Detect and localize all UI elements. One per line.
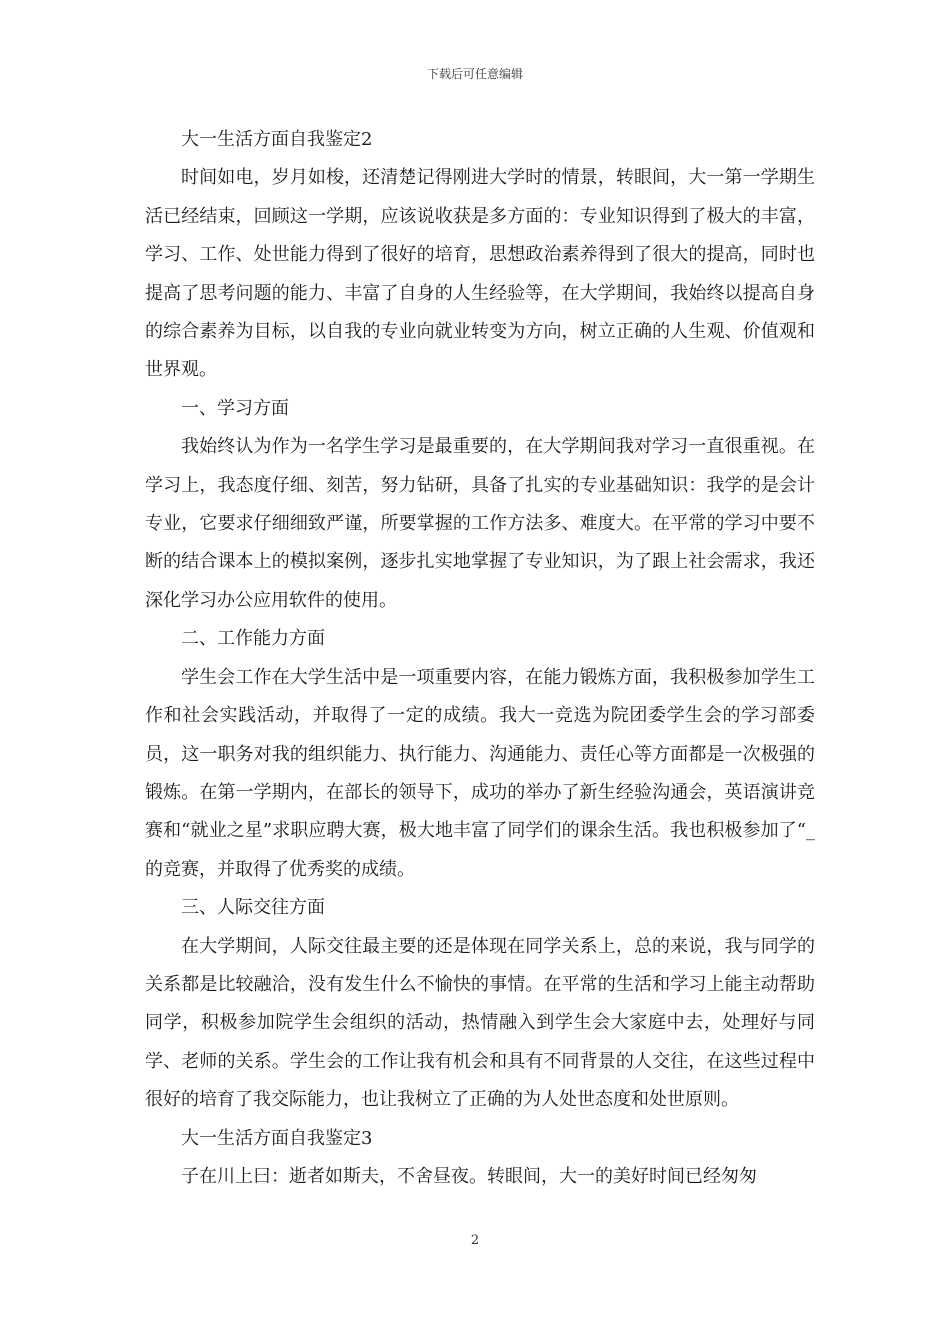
section-heading-social: 三、人际交往方面 <box>181 897 325 919</box>
section-heading-work: 二、工作能力方面 <box>181 628 325 650</box>
paragraph-work: 学生会工作在大学生活中是一项重要内容，在能力锻炼方面，我积极参加学生工作和社会实践活动，并取得了一定的成绩。我大一竞选为院团委学生会的学习部委员，这一职务对我的组织能力、执行能力、沟通能力、责任心等方面都是一次极强的锻炼。在第一学期内，在部长的领导下，成功的举办了新生经验沟通会，英语演讲竞赛和“就业之星”求职应聘大赛，极大地丰富了同学们的课余生活。我也积极参加了“_的竞赛，并取得了优秀奖的成绩。 <box>145 666 815 880</box>
paragraph-intro: 时间如电，岁月如梭，还清楚记得刚进大学时的情景，转眼间，大一第一学期生活已经结束，回顾这一学期，应该说收获是多方面的：专业知识得到了极大的丰富，学习、工作、处世能力得到了很好的培育，思想政治素养得到了很大的提高，同时也提高了思考问题的能力、丰富了自身的人生经验等，在大学期间，我始终以提高自身的综合素养为目标，以自我的专业向就业转变为方向，树立正确的人生观、价值观和世界观。 <box>145 167 815 381</box>
paragraph-study: 我始终认为作为一名学生学习是最重要的，在大学期间我对学习一直很重视。在学习上，我态度仔细、刻苦，努力钻研，具备了扎实的专业基础知识：我学的是会计专业，它要求仔细细致严谨，所要掌握的工作方法多、难度大。在平常的学习中要不断的结合课本上的模拟案例，逐步扎实地掌握了专业知识，为了跟上社会需求，我还深化学习办公应用软件的使用。 <box>145 436 815 611</box>
paragraph-social: 在大学期间，人际交往最主要的还是体现在同学关系上，总的来说，我与同学的关系都是比较融洽，没有发生什么不愉快的事情。在平常的生活和学习上能主动帮助同学，积极参加院学生会组织的活动，热情融入到学生会大家庭中去，处理好与同学、老师的关系。学生会的工作让我有机会和具有不同背景的人交往，在这些过程中很好的培育了我交际能力，也让我树立了正确的为人处世态度和处世原则。 <box>145 935 815 1111</box>
page-number: 2 <box>470 1233 480 1248</box>
section-heading-study: 一、学习方面 <box>181 397 289 419</box>
section-title-2: 大一生活方面自我鉴定2 <box>181 129 373 150</box>
page-header: 下载后可任意编辑 <box>426 67 523 81</box>
section-title-3: 大一生活方面自我鉴定3 <box>181 1127 373 1149</box>
paragraph-section-3-start: 子在川上曰：逝者如斯夫，不舍昼夜。转眼间，大一的美好时间已经匆匆 <box>181 1165 757 1187</box>
document-body <box>145 121 815 1196</box>
